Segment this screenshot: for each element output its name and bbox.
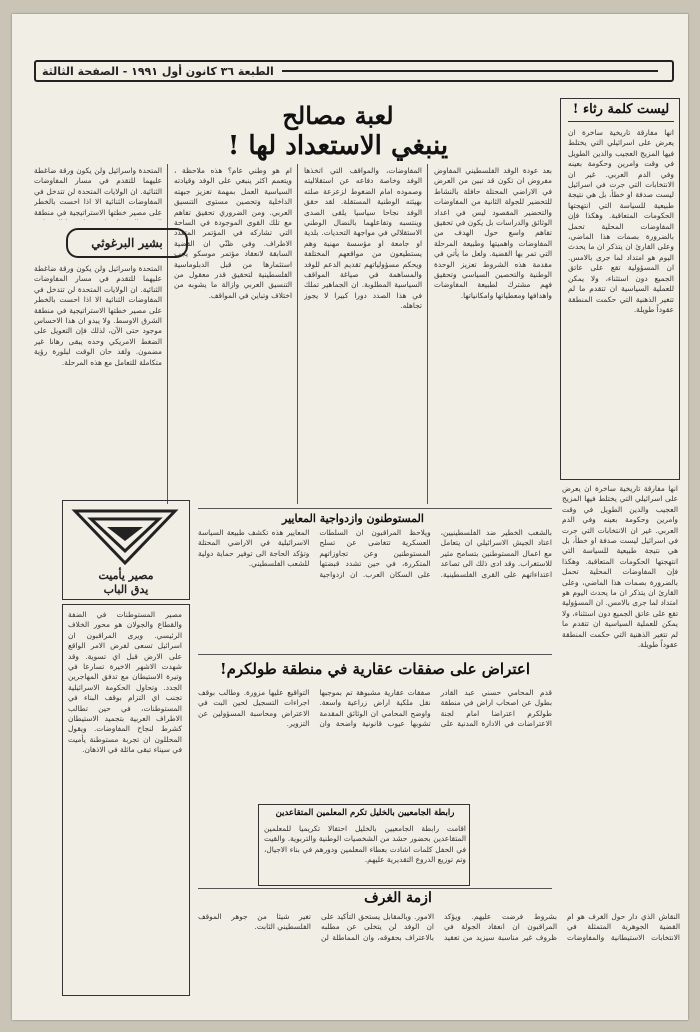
newspaper-page: [12, 14, 688, 1020]
teachers-box-text: اقامت رابطة الجامعيين بالخليل احتفالا تكريميا للمعلمين المتقاعدين بحضور حشد من الشخصيات الوطنية والتربوية. والقيت في الحفل كلمات اشادت بعطاء المعلمين ودورهم في بناء الاجيال، وتم توزيع الدروع التقديرية عليهم.: [264, 824, 466, 865]
section-rule: [198, 508, 552, 509]
teachers-box-title: رابطة الجامعيين بالخليل تكرم المعلمين المتقاعدين: [275, 808, 455, 818]
column-box-continued: انها مفارقة تاريخية ساخرة ان يعرض على اسرائيلي التي يختلط فيها المزيج العجيب والدين الطويل في وقت وامرين وحكومة بعينه وفي الدم العربي. غير ان الانتخابات التي جرت في اسرائيل ليست صدفة او خطأ، بل هي نتيجة طبيعية للسياسة التي انتهجتها الحكومات المتعاقبة. وهكذا فإن المفاوضات المحلية تحمل بالضرورة بصمات هذا الماضي، وعلى القارئ ان يتذكر ان ما يحدث اليوم هو امتداد لما جرى بالامس. ان المسؤولية تقع على عاتق الجميع دون استثناء، ولا يمكن للعملية السياسية ان تتقدم ما لم تتغير الذهنية التي حكمت المنطقة عقوداً طويلة.: [562, 484, 678, 650]
sidebar-caption-line1: مصير يأميت: [98, 569, 154, 582]
settlers-article-text: بالشغب الخطير ضد الفلسطينيين، اعتاد الجيش الاسرائيلي ان يتعامل مع اعمال المستوطنين بتسامح مثير للاستغراب. وقد ادى ذلك الى تصاعد اعتداءاتهم على القرى الفلسطينية. ويلاحظ المراقبون ان السلطات العسكرية تتغاضى عن تسلح المستوطنين وعن تجاوزاتهم المتكررة، في حين تشدد قبضتها على السكان العرب. ان ازدواجية المعايير هذه تكشف طبيعة السياسة الاسرائيلية في الاراضي المحتلة وتؤكد الحاجة الى توفير حماية دولية للشعب الفلسطيني.: [198, 528, 552, 579]
tulkarm-article-text: قدم المحامي حسني عبد القادر بطول عن اصحاب اراض في منطقة طولكرم اعتراضا امام لجنة الاعتراضات في الادارة المدنية على صفقات عقارية مشبوهة تم بموجبها نقل ملكية اراض زراعية واسعة. واوضح المحامي ان الوثائق المقدمة تشوبها عيوب قانونية واضحة وان التواقيع عليها مزورة. وطالب بوقف اجراءات التسجيل لحين البت في الاعتراض ومحاسبة المسؤولين عن التزوير.: [198, 688, 552, 729]
headline-line1: لعبة مصالح: [282, 101, 394, 130]
page-folio: [34, 60, 674, 82]
triangle-emblem-icon: [63, 505, 187, 569]
folio-issue: الطبعة ٣٦ كانون أول ١٩٩١ - الصفحة الثالثة: [42, 64, 274, 78]
headline-line2: ينبغي الاستعداد لها !: [227, 131, 449, 161]
main-article-col3: ام هو وطني عام؟ هذه ملاحظة ، ويتعمم اكثر ينبغي على الوفد وقيادته السياسية العمل بمهمة تعزيز جبهته الداخلية وتحصين مستوى التنسيق العربي. ومن الضروري تحقيق تفاهم مع تلك القوى الموجودة في الساحة التي تشاركه في المؤتمر المتعدد الاطراف. وفي ظنّي ان القضية السابقة لانعقاد مؤتمر موسكو يجب استثمارها من قبل الدبلوماسية الفلسطينية لتحقيق قدر معقول من التنسيق العربي وازالة ما يشوبه من اختلاف وتباين في المواقف.: [174, 166, 292, 300]
section-rule: [198, 654, 552, 655]
sidebar-text: مصير المستوطنات في الضفة والقطاع والجولان هو محور الخلاف الرئيسي. ويرى المراقبون ان اسرائيل تسعى لفرض الامر الواقع على الارض قبل اي تسوية. وقد شهدت الاشهر الاخيرة تسارعا في وتيرة الاستيطان مع تدفق المهاجرين الجدد. وتحاول الحكومة الاسرائيلية تجنب اي التزام بوقف البناء في المستوطنات، في حين تطالب الاطراف العربية بتجميد الاستيطان كشرط لنجاح المفاوضات. ويقول المحللون ان تجربة مستوطنة يأميت في سيناء تبقى ماثلة في الاذهان.: [68, 610, 182, 755]
section-rule: [198, 888, 552, 889]
column-box-title: ليست كلمة رثاء !: [568, 102, 674, 122]
main-article-col4: المتحدة واسرائيل ولن يكون ورقة ضاغطة عليهما للتقدم في مسار المفاوضات الثنائية. ان الولايات المتحدة لن تتدخل في المفاوضات الثنائية الا اذا احست بالخطر على مصير خطتها الاستراتيجية في منطقة الشرق الاوسط. ولا يبدو ان هذا الاحساس موجود حتى الآن، لذلك فإن التعويل على الضغط الامريكي وحده يبقى رهانا غير مضمون. ولقد حان الوقت لبلورة رؤية متكاملة للتعامل مع هذه المرحلة.: [34, 264, 162, 367]
sidebar-caption-line2: يدق الباب: [103, 583, 149, 596]
main-article-col1: بعد عودة الوفد الفلسطيني المفاوض مفروض ان تكون قد تبين من العرض في الاراضي المحتلة حافلة بالنشاط للتحضير للجولة الثانية من المفاوضات والتحضير المقصود ليس في اعداد الوثائق والدراسات بل يكون في تحقيق تفاهم واسع حول الهدف من المفاوضات واهميتها وطبيعة المرحلة التي تمر بها القضية. ولعل ما يأتي في مقدمة هذه الشروط تعزيز الوحدة الوطنية والتحصين السياسي وتحقيق فهم مشترك لطبيعة المفاوضات واهدافها ومعطياتها وامكانياتها.: [434, 166, 552, 300]
crisis-article-title: ازمة الغرف: [364, 890, 432, 906]
article-byline: بشير البرغوثي: [66, 228, 188, 258]
tulkarm-article-title: اعتراض على صفقات عقارية في منطقة طولكرم!: [219, 660, 530, 678]
column-box-text: انها مفارقة تاريخية ساخرة ان يعرض على اسرائيلي التي يختلط فيها المزيج العجيب والدين الطويل في وقت وامرين وحكومة بعينه وفي الدم العربي. غير ان الانتخابات التي جرت في اسرائيل ليست صدفة او خطأ، بل هي نتيجة طبيعية للسياسة التي انتهجتها الحكومات المتعاقبة. وهكذا فإن المفاوضات المحلية تحمل بالضرورة بصمات هذا الماضي، وعلى القارئ ان يتذكر ان ما يحدث اليوم هو امتداد لما جرى بالامس. ان المسؤولية تقع على عاتق الجميع دون استثناء، ولا يمكن للعملية السياسية ان تتقدم ما لم تتغير الذهنية التي حكمت المنطقة عقوداً طويلة.: [568, 128, 674, 314]
column-divider: [167, 164, 168, 504]
settlers-article-title: المستوطنون وازدواجية المعايير: [282, 512, 424, 525]
folio-rule: [282, 70, 658, 72]
main-article-col4-top: المتحدة واسرائيل ولن يكون ورقة ضاغطة عليهما للتقدم في مسار المفاوضات الثنائية. ان الولايات المتحدة لن تتدخل في المفاوضات الثنائية الا اذا احست بالخطر على مصير خطتها الاستراتيجية في منطقة: [34, 166, 162, 217]
main-headline: [180, 102, 496, 162]
crisis-article-text: النقاش الذي دار حول الغرف هو ام القضية الجوهرية المتمثلة في الانتخابات الاستيطانية والمفاوضات بشروط فرضت عليهم. ويؤكد المراقبون ان انعقاد الجولة في ظروف غير مناسبة سيزيد من تعقيد الامور. وبالمقابل يستحق التأكيد على ان الوفد لن يتخلى عن مطلبه بالاعتراف بحقوقه، وان المماطلة لن تغير شيئا من جوهر الموقف الفلسطيني الثابت.: [198, 912, 680, 942]
column-divider: [427, 164, 428, 504]
sidebar-graphic-frame: [62, 500, 190, 600]
main-article-col2: المفاوضات، والمواقف التي اتخذها الوفد وخاصة دفاعه عن استقلاليته وصموده امام الضغوط لزعزعة صلته بهيئته الوطنية المستقلة. لقد حقق الوفد نجاحا سياسيا يلقى الصدى وينتسبه وتفاعلهما بالنضال الوطني الاستقلالي في مواجهة التحديات. بلدية او جامعة او مؤسسة مهنية وهم يستطيعون من مواقعهم المختلفة ويحكم مسؤولياتهم تقديم الدعم للوفد والمساهمة في صياغة المواقف السياسية المطلوبة. ان الجماهير تملك في هذا الصدد دورا كبيرا لا يجوز تجاهله.: [304, 166, 422, 311]
column-divider: [297, 164, 298, 504]
